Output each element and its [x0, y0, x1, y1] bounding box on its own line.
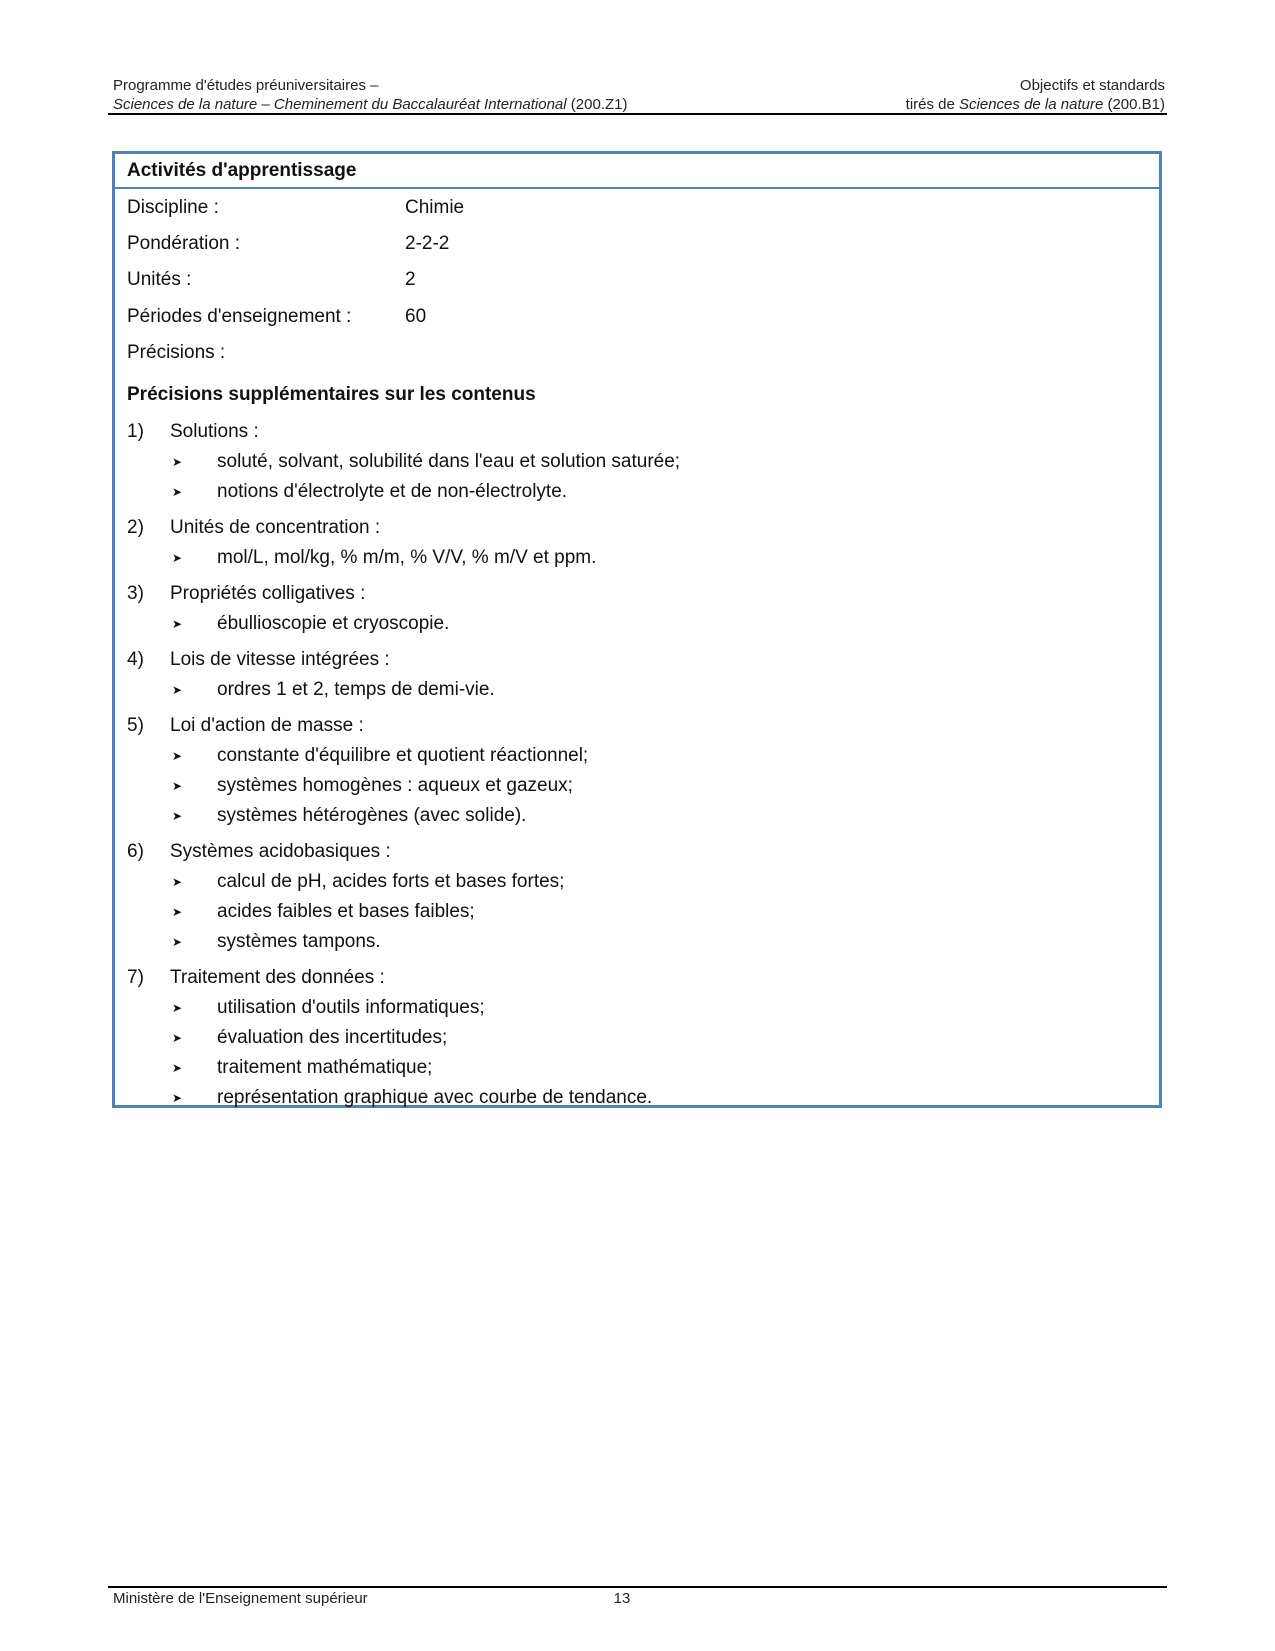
list-item — [172, 745, 588, 767]
header-source-prefix: tirés de — [905, 96, 960, 113]
header-row-2 — [113, 95, 1165, 114]
page-footer — [113, 1590, 630, 1607]
list-item-text: utilisation d'outils informatiques; — [217, 997, 485, 1018]
bullet-arrow-icon: ➤ — [172, 809, 183, 823]
section-title: Loi d'action de masse : — [170, 715, 364, 736]
meta-units — [127, 269, 416, 291]
list-item — [172, 547, 596, 569]
bullet-arrow-icon: ➤ — [172, 905, 183, 919]
section-number: 3) — [127, 583, 144, 604]
list-item-text: calcul de pH, acides forts et bases fortes; — [217, 871, 565, 892]
meta-label: Pondération : — [127, 233, 241, 254]
list-item — [172, 871, 564, 893]
meta-value: 2 — [405, 269, 416, 290]
list-item-text: systèmes tampons. — [217, 931, 381, 952]
list-item — [172, 775, 573, 797]
footer-rule — [108, 1586, 1167, 1588]
section-number: 4) — [127, 649, 144, 670]
section-colligative — [127, 583, 365, 605]
bullet-arrow-icon: ➤ — [172, 1091, 183, 1105]
content-subtitle: Précisions supplémentaires sur les contenus — [127, 384, 536, 405]
list-item-text: constante d'équilibre et quotient réactionnel; — [217, 745, 589, 766]
list-item-text: systèmes homogènes : aqueux et gazeux; — [217, 775, 573, 796]
header-objectives: Objectifs et standards — [1019, 77, 1165, 94]
section-number: 6) — [127, 841, 144, 862]
meta-value: 2-2-2 — [405, 233, 450, 254]
list-item — [172, 805, 526, 827]
section-rate-laws — [127, 649, 390, 671]
section-title: Solutions : — [170, 421, 259, 442]
meta-precisions — [127, 342, 405, 364]
bullet-arrow-icon: ➤ — [172, 875, 183, 889]
header-program-code: (200.Z1) — [566, 96, 628, 113]
header-source-italic: Sciences de la nature — [959, 96, 1104, 113]
meta-periods — [127, 306, 426, 328]
section-title: Lois de vitesse intégrées : — [170, 649, 390, 670]
section-title: Propriétés colligatives : — [170, 583, 366, 604]
list-item — [172, 481, 567, 503]
list-item-text: systèmes hétérogènes (avec solide). — [217, 805, 527, 826]
section-title: Unités de concentration : — [170, 517, 381, 538]
list-item — [172, 1027, 447, 1049]
list-item-text: ordres 1 et 2, temps de demi-vie. — [217, 679, 495, 700]
header-program-name — [113, 95, 627, 114]
list-item — [172, 1057, 432, 1079]
section-number: 2) — [127, 517, 144, 538]
section-acid-base — [127, 841, 391, 863]
list-item — [172, 901, 475, 923]
meta-value: Chimie — [405, 197, 465, 218]
bullet-arrow-icon: ➤ — [172, 935, 183, 949]
meta-value: 60 — [405, 306, 427, 327]
section-number: 1) — [127, 421, 144, 442]
section-number: 5) — [127, 715, 144, 736]
header-rule — [108, 113, 1167, 115]
footer-ministry: Ministère de l'Enseignement supérieur — [113, 1590, 368, 1607]
bullet-arrow-icon: ➤ — [172, 1061, 183, 1075]
list-item-text: mol/L, mol/kg, % m/m, % V/V, % m/V et ppm. — [217, 547, 597, 568]
list-item-text: évaluation des incertitudes; — [217, 1027, 448, 1048]
page-header — [113, 76, 1165, 114]
meta-label: Périodes d'enseignement : — [127, 306, 352, 327]
bullet-arrow-icon: ➤ — [172, 551, 183, 565]
bullet-arrow-icon: ➤ — [172, 455, 183, 469]
list-item-text: notions d'électrolyte et de non-électrolyte. — [217, 481, 568, 502]
header-source — [906, 95, 1165, 114]
bullet-arrow-icon: ➤ — [172, 485, 183, 499]
section-solutions — [127, 421, 259, 443]
bullet-arrow-icon: ➤ — [172, 617, 183, 631]
box-title: Activités d'apprentissage — [115, 154, 1159, 189]
list-item-text: acides faibles et bases faibles; — [217, 901, 475, 922]
meta-discipline — [127, 197, 464, 219]
list-item-text: traitement mathématique; — [217, 1057, 433, 1078]
list-item — [172, 679, 495, 701]
section-data-processing — [127, 967, 385, 989]
section-title: Traitement des données : — [170, 967, 385, 988]
bullet-arrow-icon: ➤ — [172, 749, 183, 763]
bullet-arrow-icon: ➤ — [172, 683, 183, 697]
meta-label: Unités : — [127, 269, 192, 290]
meta-weighting — [127, 233, 449, 255]
list-item-text: ébullioscopie et cryoscopie. — [217, 613, 450, 634]
bullet-arrow-icon: ➤ — [172, 1031, 183, 1045]
list-item-text: représentation graphique avec courbe de tendance. — [217, 1087, 653, 1108]
page-number: 13 — [613, 1590, 631, 1607]
header-source-code: (200.B1) — [1103, 96, 1165, 113]
section-mass-action — [127, 715, 364, 737]
header-program-italic: Sciences de la nature – Cheminement du Baccalauréat International — [113, 96, 567, 113]
section-concentration — [127, 517, 380, 539]
list-item — [172, 931, 381, 953]
list-item-text: soluté, solvant, solubilité dans l'eau et solution saturée; — [217, 451, 681, 472]
section-number: 7) — [127, 967, 144, 988]
list-item — [172, 1087, 652, 1109]
section-title: Systèmes acidobasiques : — [170, 841, 391, 862]
learning-activities-box — [112, 151, 1162, 1108]
list-item — [172, 613, 449, 635]
list-item — [172, 451, 680, 473]
header-program: Programme d'études préuniversitaires – — [113, 77, 379, 94]
header-row-1 — [113, 76, 1165, 95]
bullet-arrow-icon: ➤ — [172, 1001, 183, 1015]
meta-label: Précisions : — [127, 342, 226, 363]
bullet-arrow-icon: ➤ — [172, 779, 183, 793]
list-item — [172, 997, 485, 1019]
meta-label: Discipline : — [127, 197, 219, 218]
